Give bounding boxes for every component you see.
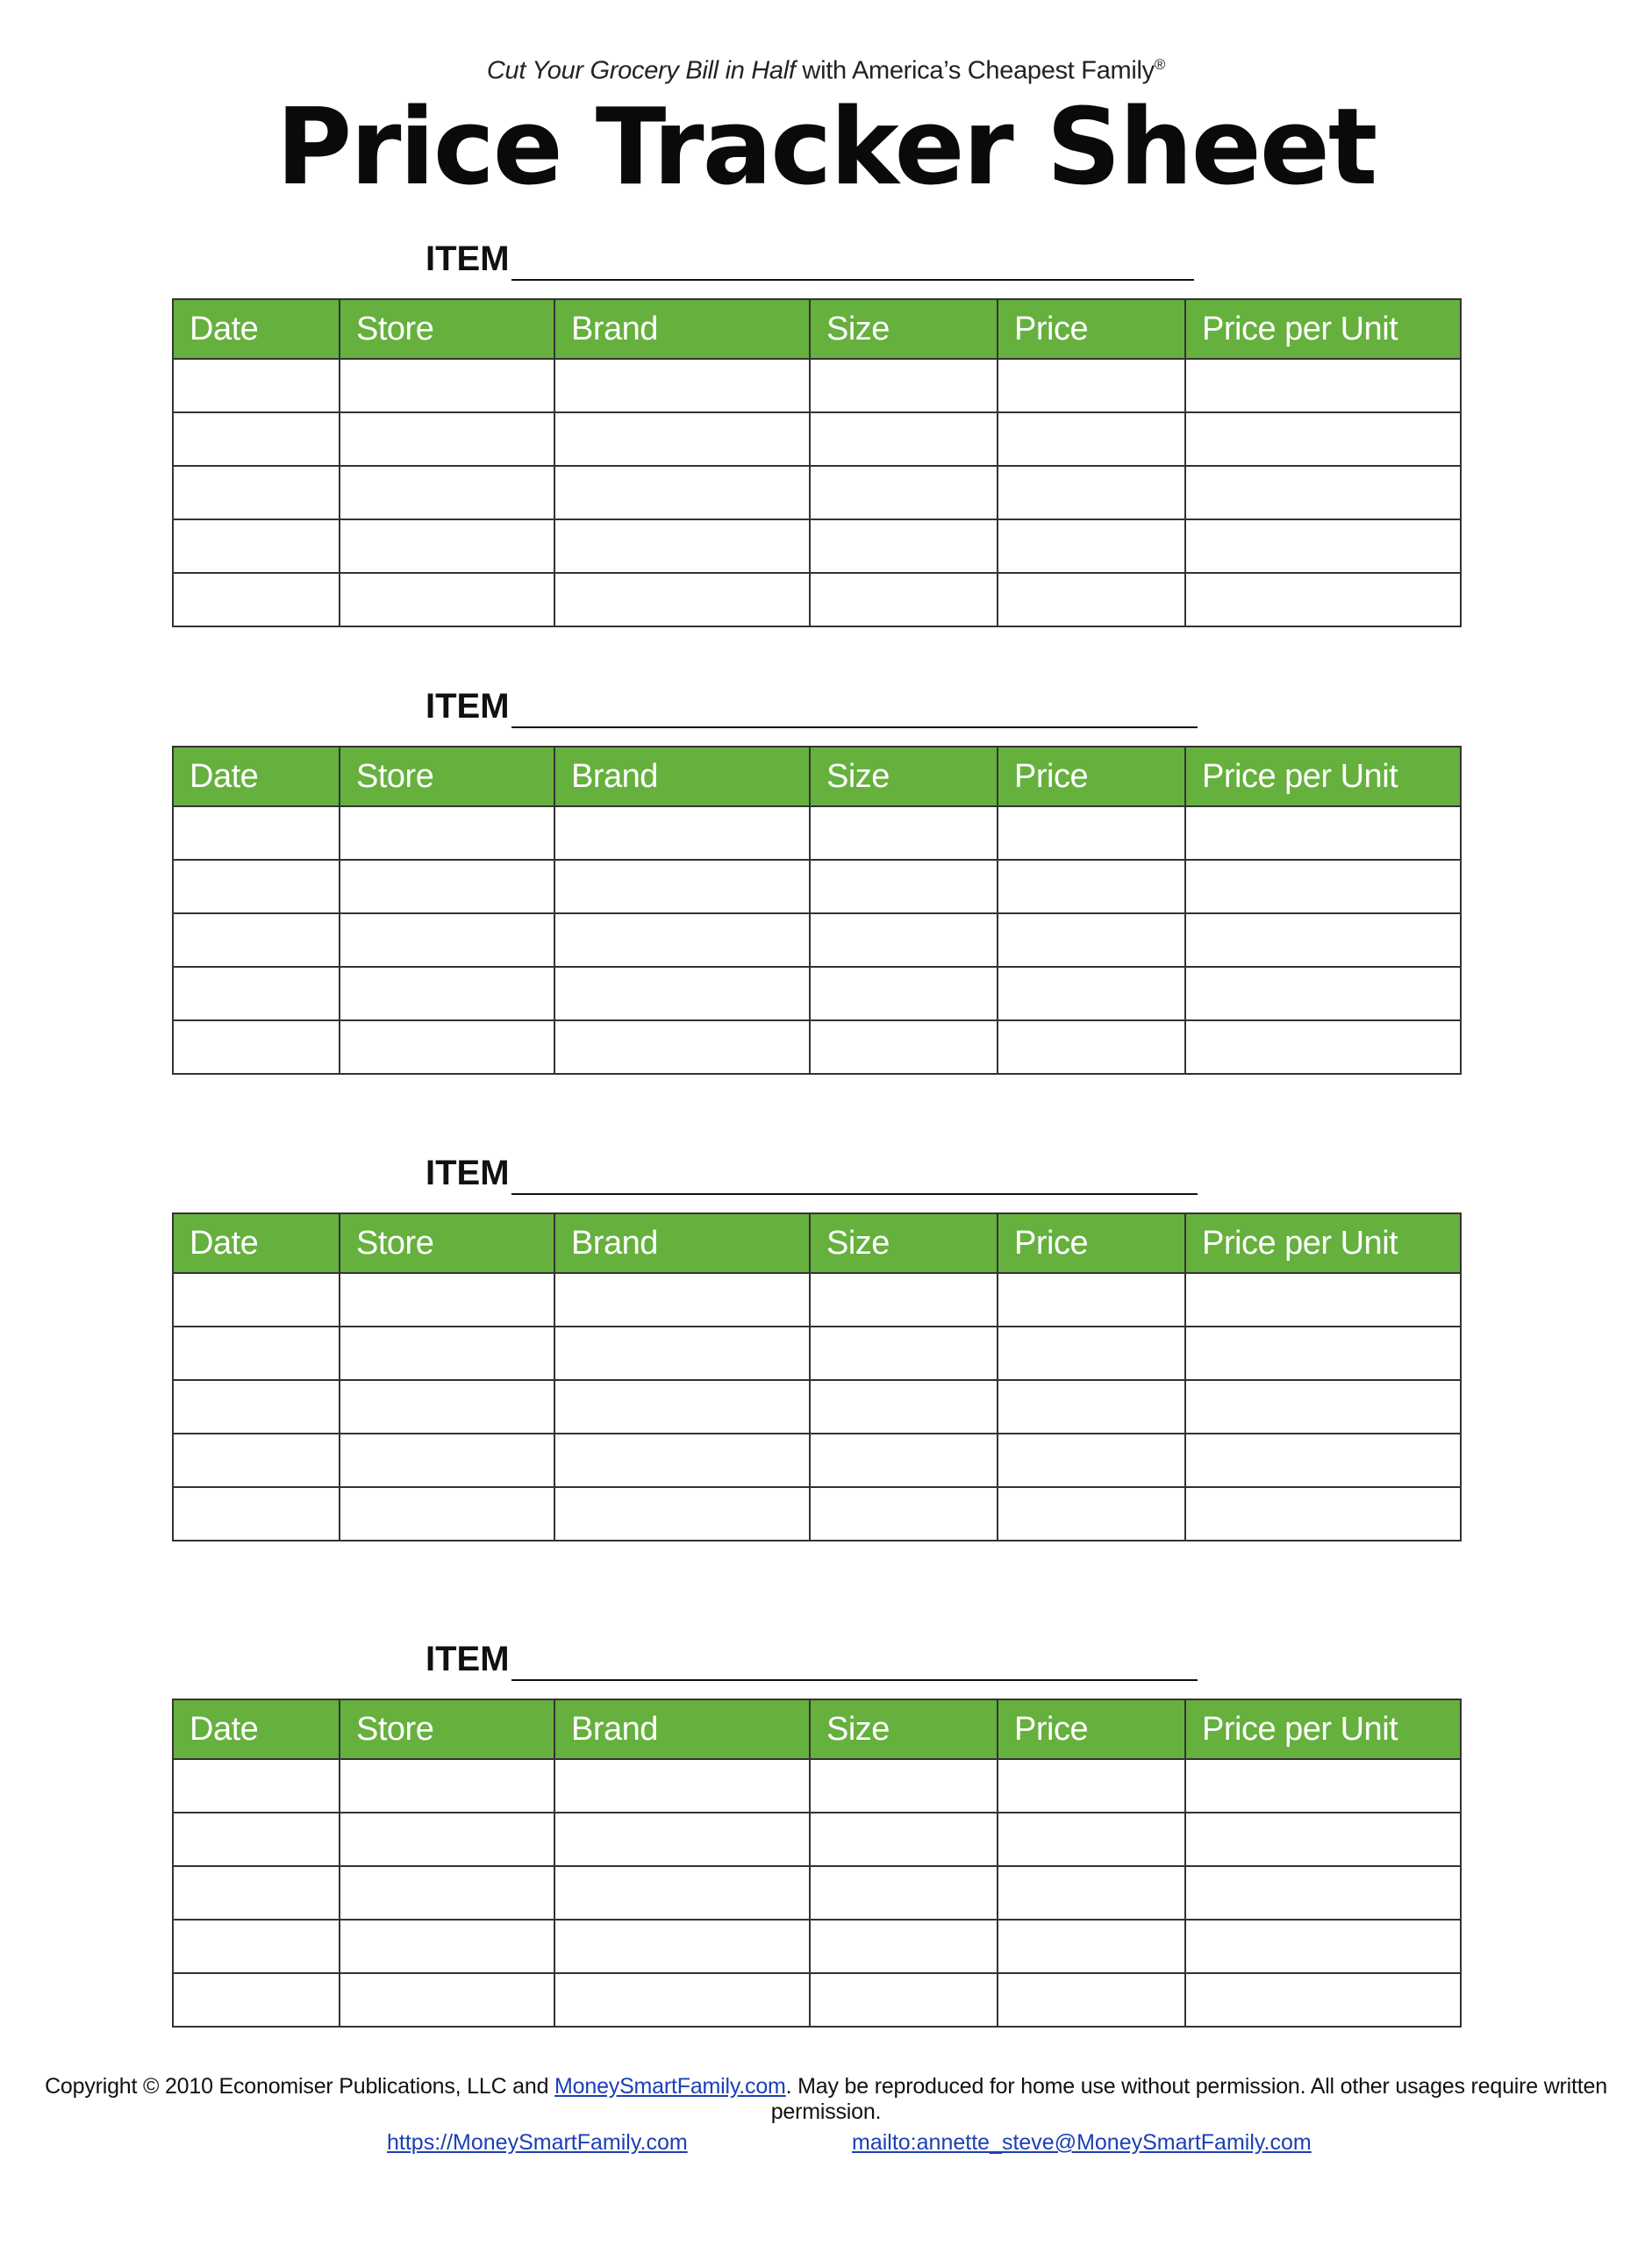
entry-cell-size[interactable] — [810, 1866, 998, 1920]
table-row — [173, 1866, 1461, 1920]
entry-cell-price-per-unit[interactable] — [1185, 1973, 1461, 2027]
col-header-price-per-unit: Price per Unit — [1185, 1699, 1461, 1759]
entry-cell-date[interactable] — [173, 860, 340, 913]
entry-cell-price[interactable] — [998, 412, 1185, 466]
entry-cell-date[interactable] — [173, 1020, 340, 1074]
email-link[interactable]: mailto:annette_steve@MoneySmartFamily.com — [852, 2130, 1312, 2155]
entry-cell-size[interactable] — [810, 1813, 998, 1866]
item-field-2[interactable] — [426, 684, 1198, 728]
table-body — [173, 1759, 1461, 2027]
entry-cell-size[interactable] — [810, 967, 998, 1020]
entry-cell-store[interactable] — [340, 1020, 554, 1074]
entry-cell-size[interactable] — [810, 860, 998, 913]
entry-cell-price[interactable] — [998, 1273, 1185, 1327]
entry-cell-price-per-unit[interactable] — [1185, 806, 1461, 860]
registered-mark: ® — [1154, 56, 1166, 73]
entry-cell-store[interactable] — [340, 573, 554, 626]
entry-cell-date[interactable] — [173, 466, 340, 519]
price-table-1 — [172, 298, 1462, 627]
col-header-price-per-unit: Price per Unit — [1185, 299, 1461, 359]
entry-cell-price[interactable] — [998, 860, 1185, 913]
website-link[interactable]: https://MoneySmartFamily.com — [387, 2130, 688, 2155]
entry-cell-brand[interactable] — [554, 913, 810, 967]
col-header-store: Store — [340, 747, 554, 806]
entry-cell-size[interactable] — [810, 1487, 998, 1541]
table-row — [173, 1973, 1461, 2027]
entry-cell-size[interactable] — [810, 1973, 998, 2027]
entry-cell-date[interactable] — [173, 1920, 340, 1973]
entry-cell-date[interactable] — [173, 1434, 340, 1487]
moneysmartfamily-link[interactable]: MoneySmartFamily.com — [554, 2074, 786, 2099]
entry-cell-price[interactable] — [998, 967, 1185, 1020]
table-row — [173, 466, 1461, 519]
entry-cell-store[interactable] — [340, 1273, 554, 1327]
entry-cell-brand[interactable] — [554, 1327, 810, 1380]
entry-cell-price[interactable] — [998, 1487, 1185, 1541]
entry-cell-store[interactable] — [340, 1813, 554, 1866]
book-title-italic: Cut Your Grocery Bill in Half — [486, 56, 796, 85]
entry-cell-date[interactable] — [173, 519, 340, 573]
page-title: Price Tracker Sheet — [275, 84, 1377, 209]
entry-cell-price[interactable] — [998, 1020, 1185, 1074]
entry-cell-date[interactable] — [173, 1327, 340, 1380]
entry-cell-brand[interactable] — [554, 1759, 810, 1813]
entry-cell-price-per-unit[interactable] — [1185, 860, 1461, 913]
entry-cell-store[interactable] — [340, 806, 554, 860]
entry-cell-store[interactable] — [340, 1434, 554, 1487]
price-table-2 — [172, 746, 1462, 1075]
table-row — [173, 573, 1461, 626]
item-blank-line[interactable] — [511, 279, 1194, 281]
col-header-size: Size — [810, 747, 998, 806]
col-header-size: Size — [810, 299, 998, 359]
entry-cell-date[interactable] — [173, 1380, 340, 1434]
entry-cell-brand[interactable] — [554, 806, 810, 860]
item-field-4[interactable] — [426, 1637, 1198, 1681]
entry-cell-price[interactable] — [998, 1759, 1185, 1813]
entry-cell-store[interactable] — [340, 1973, 554, 2027]
entry-cell-size[interactable] — [810, 913, 998, 967]
entry-cell-brand[interactable] — [554, 1380, 810, 1434]
entry-cell-size[interactable] — [810, 466, 998, 519]
entry-cell-store[interactable] — [340, 412, 554, 466]
entry-cell-brand[interactable] — [554, 359, 810, 412]
entry-cell-brand[interactable] — [554, 1020, 810, 1074]
col-header-date: Date — [173, 747, 340, 806]
col-header-store: Store — [340, 299, 554, 359]
price-table-3 — [172, 1212, 1462, 1541]
entry-cell-price[interactable] — [998, 573, 1185, 626]
entry-cell-price[interactable] — [998, 806, 1185, 860]
entry-cell-store[interactable] — [340, 1920, 554, 1973]
entry-cell-price-per-unit[interactable] — [1185, 913, 1461, 967]
table-row — [173, 412, 1461, 466]
entry-cell-date[interactable] — [173, 1973, 340, 2027]
col-header-size: Size — [810, 1213, 998, 1273]
entry-cell-brand[interactable] — [554, 412, 810, 466]
table-row — [173, 1813, 1461, 1866]
col-header-price: Price — [998, 299, 1185, 359]
col-header-price-per-unit: Price per Unit — [1185, 747, 1461, 806]
item-field-1[interactable] — [426, 237, 1198, 281]
entry-cell-size[interactable] — [810, 1434, 998, 1487]
entry-cell-brand[interactable] — [554, 466, 810, 519]
entry-cell-price-per-unit[interactable] — [1185, 1487, 1461, 1541]
entry-cell-brand[interactable] — [554, 519, 810, 573]
col-header-price: Price — [998, 747, 1185, 806]
table-row — [173, 1487, 1461, 1541]
entry-cell-price-per-unit[interactable] — [1185, 573, 1461, 626]
entry-cell-brand[interactable] — [554, 1973, 810, 2027]
entry-cell-price-per-unit[interactable] — [1185, 1380, 1461, 1434]
entry-cell-store[interactable] — [340, 1380, 554, 1434]
entry-cell-store[interactable] — [340, 967, 554, 1020]
entry-cell-store[interactable] — [340, 1327, 554, 1380]
table-row — [173, 1020, 1461, 1074]
entry-cell-brand[interactable] — [554, 1866, 810, 1920]
entry-cell-price[interactable] — [998, 359, 1185, 412]
entry-cell-price[interactable] — [998, 466, 1185, 519]
entry-cell-size[interactable] — [810, 359, 998, 412]
col-header-brand: Brand — [554, 1699, 810, 1759]
entry-cell-size[interactable] — [810, 1327, 998, 1380]
item-label: ITEM — [426, 1640, 510, 1678]
entry-cell-store[interactable] — [340, 1759, 554, 1813]
entry-cell-price-per-unit[interactable] — [1185, 519, 1461, 573]
entry-cell-date[interactable] — [173, 359, 340, 412]
table-row — [173, 1380, 1461, 1434]
entry-cell-store[interactable] — [340, 1487, 554, 1541]
col-header-price: Price — [998, 1213, 1185, 1273]
entry-cell-date[interactable] — [173, 1487, 340, 1541]
entry-cell-date[interactable] — [173, 1273, 340, 1327]
entry-cell-date[interactable] — [173, 1866, 340, 1920]
col-header-price-per-unit: Price per Unit — [1185, 1213, 1461, 1273]
item-blank-line[interactable] — [511, 1679, 1198, 1681]
col-header-date: Date — [173, 1213, 340, 1273]
entry-cell-price-per-unit[interactable] — [1185, 466, 1461, 519]
entry-cell-store[interactable] — [340, 519, 554, 573]
col-header-store: Store — [340, 1213, 554, 1273]
item-blank-line[interactable] — [511, 726, 1198, 728]
price-table-4 — [172, 1699, 1462, 2028]
entry-cell-brand[interactable] — [554, 967, 810, 1020]
entry-cell-date[interactable] — [173, 1813, 340, 1866]
book-subtitle-rest: with America’s Cheapest Family — [795, 56, 1155, 85]
table-row — [173, 1327, 1461, 1380]
entry-cell-size[interactable] — [810, 1273, 998, 1327]
entry-cell-price-per-unit[interactable] — [1185, 359, 1461, 412]
table-row — [173, 359, 1461, 412]
table-body — [173, 359, 1461, 626]
entry-cell-brand[interactable] — [554, 1273, 810, 1327]
col-header-date: Date — [173, 299, 340, 359]
table-row — [173, 1759, 1461, 1813]
entry-cell-date[interactable] — [173, 967, 340, 1020]
entry-cell-price[interactable] — [998, 1813, 1185, 1866]
entry-cell-store[interactable] — [340, 1866, 554, 1920]
copyright-text-pre: Copyright © 2010 Economiser Publications, LLC and — [45, 2074, 555, 2099]
entry-cell-date[interactable] — [173, 412, 340, 466]
col-header-price: Price — [998, 1699, 1185, 1759]
table-row — [173, 1434, 1461, 1487]
entry-cell-brand[interactable] — [554, 860, 810, 913]
entry-cell-date[interactable] — [173, 1759, 340, 1813]
table-row — [173, 860, 1461, 913]
col-header-brand: Brand — [554, 299, 810, 359]
entry-cell-store[interactable] — [340, 913, 554, 967]
item-field-3[interactable] — [426, 1151, 1198, 1195]
table-row — [173, 1920, 1461, 1973]
entry-cell-brand[interactable] — [554, 1813, 810, 1866]
entry-cell-size[interactable] — [810, 1759, 998, 1813]
entry-cell-price[interactable] — [998, 1866, 1185, 1920]
entry-cell-price-per-unit[interactable] — [1185, 1273, 1461, 1327]
entry-cell-price[interactable] — [998, 1380, 1185, 1434]
entry-cell-size[interactable] — [810, 1020, 998, 1074]
entry-cell-size[interactable] — [810, 806, 998, 860]
entry-cell-size[interactable] — [810, 1920, 998, 1973]
copyright-notice — [0, 2074, 1652, 2125]
table-row — [173, 519, 1461, 573]
entry-cell-date[interactable] — [173, 573, 340, 626]
entry-cell-price[interactable] — [998, 1973, 1185, 2027]
entry-cell-brand[interactable] — [554, 573, 810, 626]
entry-cell-store[interactable] — [340, 466, 554, 519]
entry-cell-store[interactable] — [340, 860, 554, 913]
entry-cell-price-per-unit[interactable] — [1185, 1866, 1461, 1920]
entry-cell-price-per-unit[interactable] — [1185, 1920, 1461, 1973]
table-row — [173, 913, 1461, 967]
entry-cell-price[interactable] — [998, 1434, 1185, 1487]
col-header-store: Store — [340, 1699, 554, 1759]
entry-cell-price-per-unit[interactable] — [1185, 1813, 1461, 1866]
col-header-size: Size — [810, 1699, 998, 1759]
entry-cell-price[interactable] — [998, 913, 1185, 967]
col-header-date: Date — [173, 1699, 340, 1759]
entry-cell-price[interactable] — [998, 1920, 1185, 1973]
entry-cell-brand[interactable] — [554, 1434, 810, 1487]
entry-cell-date[interactable] — [173, 806, 340, 860]
entry-cell-price-per-unit[interactable] — [1185, 1020, 1461, 1074]
entry-cell-brand[interactable] — [554, 1920, 810, 1973]
entry-cell-price[interactable] — [998, 519, 1185, 573]
table-body — [173, 1273, 1461, 1541]
item-label: ITEM — [426, 1154, 510, 1192]
table-row — [173, 806, 1461, 860]
entry-cell-date[interactable] — [173, 913, 340, 967]
copyright-text-post: . May be reproduced for home use without permission. All other usages require written permission. — [770, 2074, 1607, 2124]
item-blank-line[interactable] — [511, 1193, 1198, 1195]
entry-cell-price-per-unit[interactable] — [1185, 967, 1461, 1020]
col-header-brand: Brand — [554, 747, 810, 806]
entry-cell-price-per-unit[interactable] — [1185, 412, 1461, 466]
item-label: ITEM — [426, 687, 510, 726]
entry-cell-size[interactable] — [810, 519, 998, 573]
entry-cell-price-per-unit[interactable] — [1185, 1759, 1461, 1813]
entry-cell-size[interactable] — [810, 1380, 998, 1434]
col-header-brand: Brand — [554, 1213, 810, 1273]
entry-cell-price[interactable] — [998, 1327, 1185, 1380]
table-body — [173, 806, 1461, 1074]
table-row — [173, 967, 1461, 1020]
entry-cell-price-per-unit[interactable] — [1185, 1434, 1461, 1487]
item-label: ITEM — [426, 240, 510, 278]
entry-cell-size[interactable] — [810, 412, 998, 466]
entry-cell-store[interactable] — [340, 359, 554, 412]
entry-cell-brand[interactable] — [554, 1487, 810, 1541]
table-row — [173, 1273, 1461, 1327]
entry-cell-price-per-unit[interactable] — [1185, 1327, 1461, 1380]
entry-cell-size[interactable] — [810, 573, 998, 626]
